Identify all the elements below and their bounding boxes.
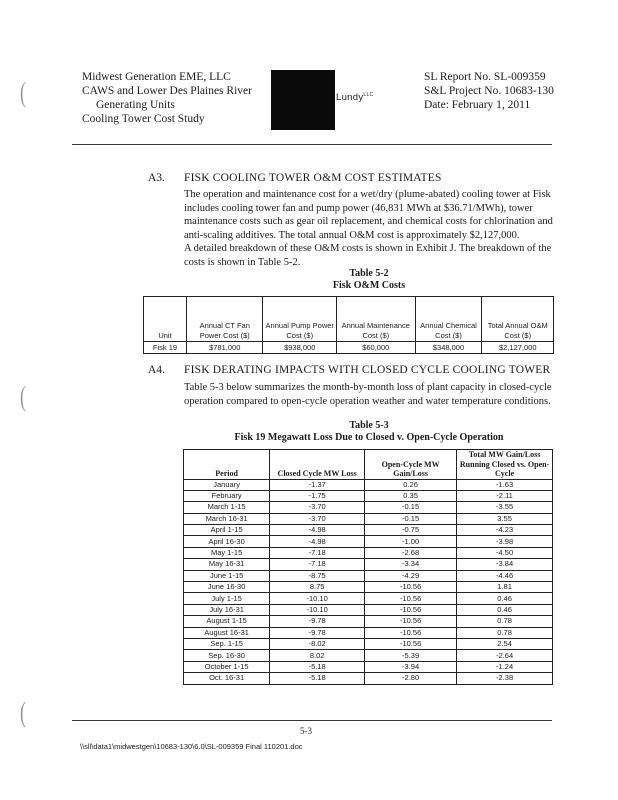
- table-cell: April 16-30: [184, 536, 270, 547]
- table-cell: -8.02: [270, 638, 365, 649]
- table-header-row: [144, 297, 554, 342]
- table-cell: -9.78: [270, 627, 365, 638]
- table-cell: -10.56: [365, 627, 457, 638]
- logo-mark: LLC: [363, 92, 374, 98]
- footer-divider: [72, 720, 552, 721]
- table-cell: -0.75: [365, 525, 457, 536]
- table-cell: -7.18: [270, 559, 365, 570]
- table-cell: -3.84: [457, 559, 553, 570]
- section-a3-para1: The operation and maintenance cost for a wet/dry (plume-abated) cooling tower at Fisk includes cooling tower fan and pump power (46,831 MWh at $36.71/MWh), tower maintenance costs such as gear oil replacement, and chemical costs for chlorination and anti-scaling additives. The total annual O&M cost is approximately $2,127,000.: [184, 189, 553, 241]
- table-cell: 8.02: [270, 650, 365, 661]
- table-cell: Oct. 16-31: [184, 673, 270, 684]
- table-cell: August 16-31: [184, 627, 270, 638]
- margin-mark: (: [20, 379, 26, 412]
- table-cell: July 1-15: [184, 593, 270, 604]
- table-cell: -3.70: [270, 513, 365, 524]
- col-header: Annual CT Fan Power Cost ($): [187, 297, 263, 342]
- section-a3-title: FISK COOLING TOWER O&M COST ESTIMATES: [184, 172, 442, 184]
- file-path: \\sll\data1\midwestgen\10683-130\6.0\SL-009359 Final 110201.doc: [80, 742, 303, 751]
- report-date: Date: February 1, 2011: [424, 99, 531, 111]
- col-header: Open-Cycle MW Gain/Loss: [365, 450, 457, 480]
- table-row: [184, 616, 553, 627]
- table-cell: -5.18: [270, 661, 365, 672]
- table-cell: May 1-15: [184, 547, 270, 558]
- header-divider: [72, 144, 552, 145]
- table-5-3-title: Table 5-3: [349, 420, 389, 431]
- col-header: Annual Chemical Cost ($): [415, 297, 482, 342]
- section-a3-para2: A detailed breakdown of these O&M costs is shown in Exhibit J. The breakdown of the costs is shown in Table 5-2.: [184, 243, 552, 268]
- table-cell: -3.98: [457, 536, 553, 547]
- col-header: Total Annual O&M Cost ($): [482, 297, 554, 342]
- table-cell: Sep. 1-15: [184, 638, 270, 649]
- project-number: S&L Project No. 10683-130: [424, 85, 554, 97]
- col-header: Annual Maintenance Cost ($): [336, 297, 415, 342]
- table-cell: -10.56: [365, 616, 457, 627]
- table-row: [184, 502, 553, 513]
- section-a4-title: FISK DERATING IMPACTS WITH CLOSED CYCLE COOLING TOWER: [184, 364, 551, 376]
- table-cell: -10.56: [365, 593, 457, 604]
- table-cell: March 1-15: [184, 502, 270, 513]
- table-cell: -7.18: [270, 547, 365, 558]
- table-cell: -1.37: [270, 479, 365, 490]
- col-header: Annual Pump Power Cost ($): [263, 297, 337, 342]
- table-cell: April 1-15: [184, 525, 270, 536]
- table-cell: August 1-15: [184, 616, 270, 627]
- section-a4-body: Table 5-3 below summarizes the month-by-month loss of plant capacity in closed-cycle operation compared to open-cycle operation weather and water temperature conditions.: [184, 382, 552, 407]
- table-cell: -9.78: [270, 616, 365, 627]
- table-5-2-caption: [184, 268, 554, 292]
- header-left: [82, 70, 252, 126]
- section-a3-number: A3.: [148, 172, 165, 184]
- header-right: [424, 70, 554, 112]
- table-cell: -3.70: [270, 502, 365, 513]
- table-cell: -5.39: [365, 650, 457, 661]
- table-row: [184, 661, 553, 672]
- table-cell: -2.80: [365, 673, 457, 684]
- report-number: SL Report No. SL-009359: [424, 71, 546, 83]
- table-cell: -10.10: [270, 604, 365, 615]
- table-cell: 3.55: [457, 513, 553, 524]
- col-header: Period: [184, 450, 270, 480]
- table-cell: -10.56: [365, 582, 457, 593]
- header-study: Cooling Tower Cost Study: [82, 113, 205, 125]
- table-cell: March 16-31: [184, 513, 270, 524]
- table-cell: -3.94: [365, 661, 457, 672]
- table-row: [184, 593, 553, 604]
- table-cell: 0.26: [365, 479, 457, 490]
- table-cell: Fisk 19: [144, 342, 187, 354]
- section-a3-body: [184, 188, 554, 269]
- table-cell: -0.15: [365, 502, 457, 513]
- table-cell: 0.78: [457, 616, 553, 627]
- table-row: [184, 547, 553, 558]
- table-5-2-title: Table 5-2: [349, 268, 389, 279]
- table-cell: -5.18: [270, 673, 365, 684]
- table-cell: June 1-15: [184, 570, 270, 581]
- table-cell: -8.75: [270, 570, 365, 581]
- table-cell: July 16-31: [184, 604, 270, 615]
- table-row: [184, 479, 553, 490]
- table-cell: -3.55: [457, 502, 553, 513]
- table-cell: -1.63: [457, 479, 553, 490]
- table-cell: $781,000: [187, 342, 263, 354]
- table-cell: $60,000: [336, 342, 415, 354]
- table-cell: 0.78: [457, 627, 553, 638]
- table-row: [184, 604, 553, 615]
- table-cell: October 1-15: [184, 661, 270, 672]
- table-cell: -4.98: [270, 525, 365, 536]
- table-cell: May 16-31: [184, 559, 270, 570]
- table-cell: -1.24: [457, 661, 553, 672]
- table-cell: $2,127,000: [482, 342, 554, 354]
- margin-mark: (: [20, 75, 26, 108]
- table-cell: 2.54: [457, 638, 553, 649]
- logo-text: Lundy$^{LLC}$: [336, 92, 374, 104]
- table-cell: -1.75: [270, 490, 365, 501]
- table-cell: -4.46: [457, 570, 553, 581]
- col-header: Total MW Gain/Loss Running Closed vs. Open-Cycle: [457, 450, 553, 480]
- table-5-2-subtitle: Fisk O&M Costs: [332, 280, 406, 291]
- table-5-3-subtitle: Fisk 19 Megawatt Loss Due to Closed v. Open-Cycle Operation: [234, 432, 504, 443]
- table-row: [184, 536, 553, 547]
- table-cell: -10.56: [365, 604, 457, 615]
- table-cell: -4.23: [457, 525, 553, 536]
- table-cell: -2.64: [457, 650, 553, 661]
- section-a4-number: A4.: [148, 364, 165, 376]
- table-cell: -0.15: [365, 513, 457, 524]
- table-row: [144, 342, 554, 354]
- table-cell: -3.34: [365, 559, 457, 570]
- table-5-2: [143, 296, 554, 354]
- table-row: [184, 490, 553, 501]
- table-cell: 0.46: [457, 593, 553, 604]
- table-cell: 8.75: [270, 582, 365, 593]
- table-row: [184, 582, 553, 593]
- table-row: [184, 525, 553, 536]
- logo-block: [271, 70, 335, 130]
- table-5-3-body: [184, 479, 553, 684]
- table-cell: -4.50: [457, 547, 553, 558]
- table-cell: January: [184, 479, 270, 490]
- col-header: Closed Cycle MW Loss: [270, 450, 365, 480]
- table-row: [184, 650, 553, 661]
- header-project: CAWS and Lower Des Plaines River: [82, 85, 252, 97]
- table-cell: -2.38: [457, 673, 553, 684]
- table-cell: 0.35: [365, 490, 457, 501]
- table-cell: -2.11: [457, 490, 553, 501]
- table-cell: -2.68: [365, 547, 457, 558]
- table-cell: -1.00: [365, 536, 457, 547]
- table-cell: $348,000: [415, 342, 482, 354]
- table-cell: -10.56: [365, 638, 457, 649]
- table-cell: February: [184, 490, 270, 501]
- table-cell: 1.81: [457, 582, 553, 593]
- table-cell: Sep. 16-30: [184, 650, 270, 661]
- table-row: [184, 627, 553, 638]
- page-number: 5-3: [300, 726, 312, 736]
- table-cell: -4.29: [365, 570, 457, 581]
- table-cell: $938,000: [263, 342, 337, 354]
- margin-mark: (: [20, 695, 26, 728]
- table-5-3-caption: [184, 420, 554, 444]
- col-header: Unit: [144, 297, 187, 342]
- table-row: [184, 638, 553, 649]
- table-row: [184, 559, 553, 570]
- header-company: Midwest Generation EME, LLC: [82, 71, 231, 83]
- table-row: [184, 570, 553, 581]
- table-cell: -10.10: [270, 593, 365, 604]
- table-header-row: [184, 450, 553, 480]
- table-5-3: [183, 449, 553, 685]
- table-cell: 0.46: [457, 604, 553, 615]
- table-row: [184, 673, 553, 684]
- table-cell: -4.98: [270, 536, 365, 547]
- header-project-cont: Generating Units: [96, 99, 175, 111]
- table-row: [184, 513, 553, 524]
- table-cell: June 16-30: [184, 582, 270, 593]
